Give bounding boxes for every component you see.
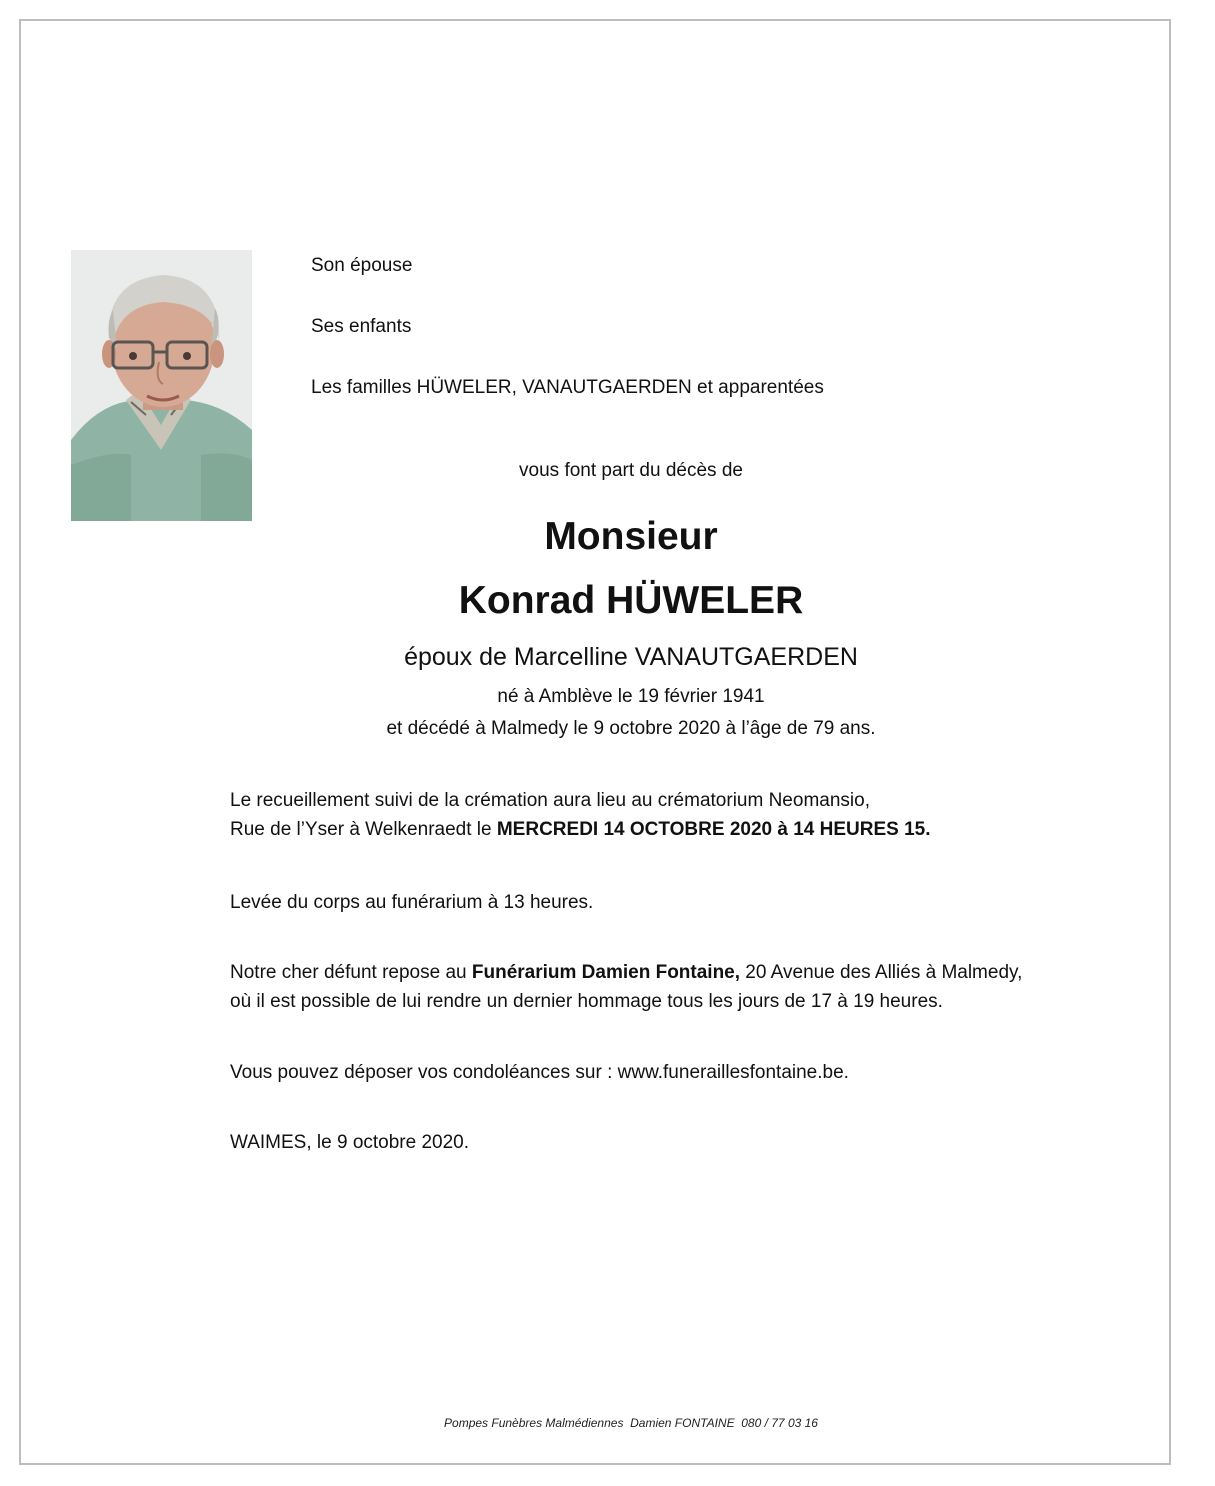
ceremony-paragraph bbox=[230, 786, 931, 844]
birth-line: né à Amblève le 19 février 1941 bbox=[497, 686, 765, 707]
page-frame bbox=[19, 19, 1171, 1465]
repose-paragraph bbox=[230, 958, 1022, 1016]
family-line-spouse: Son épouse bbox=[311, 255, 413, 276]
ceremony-line-2 bbox=[230, 815, 931, 844]
footer-funeral-home: Pompes Funèbres Malmédiennes Damien FONTAINE 080 / 77 03 16 bbox=[444, 1416, 818, 1430]
funerarium-name: Funérarium Damien Fontaine, bbox=[471, 962, 741, 983]
family-line-families: Les familles HÜWELER, VANAUTGAERDEN et apparentées bbox=[311, 377, 824, 398]
ceremony-line-1: Le recueillement suivi de la crémation aura lieu au crématorium Neomansio, bbox=[230, 790, 870, 811]
deceased-name: Konrad HÜWELER bbox=[458, 579, 804, 622]
condolences-paragraph: Vous pouvez déposer vos condoléances sur : www.funeraillesfontaine.be. bbox=[230, 1062, 849, 1083]
family-line-children: Ses enfants bbox=[311, 316, 412, 337]
ceremony-datetime: MERCREDI 14 OCTOBRE 2020 à 14 HEURES 15. bbox=[496, 819, 931, 840]
ceremony-location: Rue de l’Yser à Welkenraedt le bbox=[230, 819, 497, 840]
repose-line-1 bbox=[230, 958, 1022, 987]
portrait-photo bbox=[71, 250, 252, 521]
place-date: WAIMES, le 9 octobre 2020. bbox=[230, 1132, 470, 1153]
death-line: et décédé à Malmedy le 9 octobre 2020 à l’âge de 79 ans. bbox=[386, 718, 876, 739]
funerarium-address: 20 Avenue des Alliés à Malmedy, bbox=[740, 962, 1023, 983]
repose-prefix: Notre cher défunt repose au bbox=[230, 962, 472, 983]
deceased-title: Monsieur bbox=[544, 515, 718, 558]
levee-paragraph: Levée du corps au funérarium à 13 heures. bbox=[230, 892, 594, 913]
deceased-spouse: époux de Marcelline VANAUTGAERDEN bbox=[404, 643, 858, 671]
announcement-text: vous font part du décès de bbox=[519, 460, 743, 481]
repose-line-2: où il est possible de lui rendre un dernier hommage tous les jours de 17 à 19 heures. bbox=[230, 991, 943, 1012]
